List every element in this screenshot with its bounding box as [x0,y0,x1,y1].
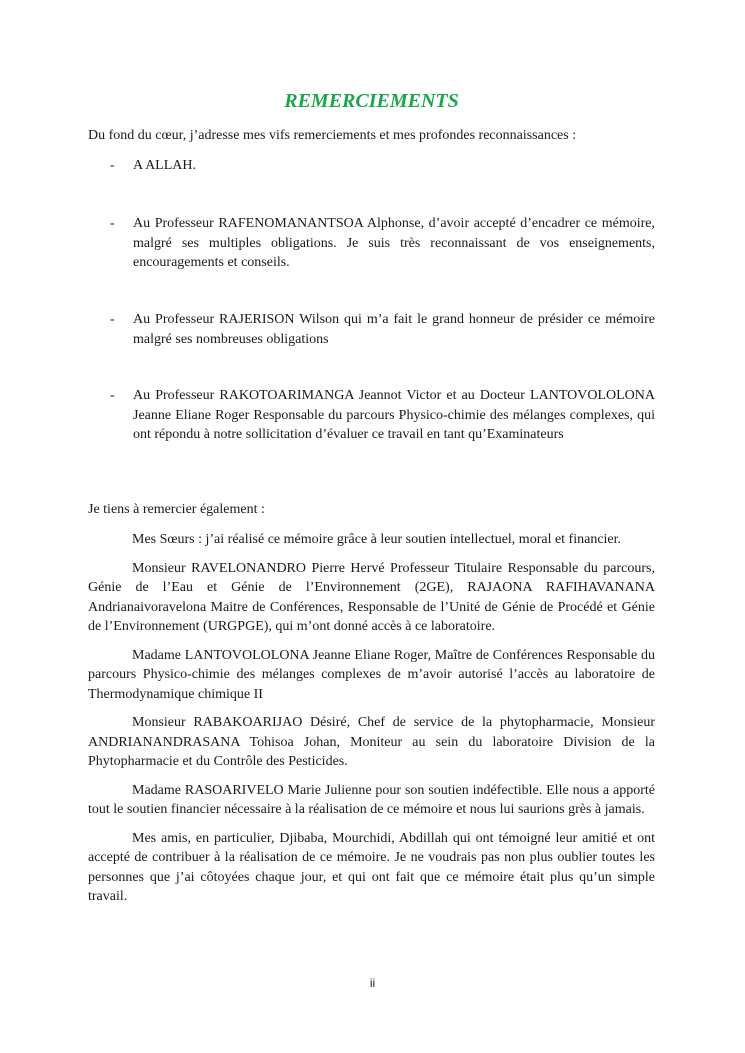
acknowledgement-paragraphs [88,530,655,916]
list-marker: - [110,388,115,403]
list-marker: - [110,158,115,173]
page-number: ii [369,976,376,990]
list-marker: - [110,216,115,231]
paragraph: Madame RASOARIVELO Marie Julienne pour son soutien indéfectible. Elle nous a apporté tout le soutien financier nécessaire à la réalisation de ce mémoire et nous lui saurions grès à jamais. [88,782,655,817]
page-title: REMERCIEMENTS [284,90,459,112]
paragraph: Madame LANTOVOLOLONA Jeanne Eliane Roger, Maître de Conférences Responsable du parcours Physico-chimie des mélanges complexes de m’avoir autorisé l’accès au laboratoire de Thermodynamique chimique II [88,647,655,702]
list-item-text: A ALLAH. [133,158,196,173]
paragraph: Mes amis, en particulier, Djibaba, Mourchidi, Abdillah qui ont témoigné leur amitié et ont accepté de contribuer à la réalisation de ce mémoire. Je ne voudrais pas non plus oublier toutes les personnes que j’ai côtoyées chaque jour, et qui ont fait que ce mémoire était plus qu’un simple travail. [88,830,655,904]
list-item-text: Au Professeur RAFENOMANANTSOA Alphonse, d’avoir accepté d’encadrer ce mémoire, malgré ses multiples obligations. Je suis très reconnaissant de vos enseignements, encouragements et conseils. [133,216,655,270]
list-item [88,214,655,273]
paragraph: Monsieur RAVELONANDRO Pierre Hervé Professeur Titulaire Responsable du parcours, Génie de l’Eau et Génie de l’Environnement (2GE), RAJAONA RAFIHAVANANA Andrianaivoravelona Maitre de Conférences, Responsable de l’Unité de Génie de Procédé et Génie de l’Environnement (URGPGE), qui m’ont donné accès à ce laboratoire. [88,560,655,634]
list-item-text: Au Professeur RAJERISON Wilson qui m’a fait le grand honneur de présider ce mémoire malgré ses nombreuses obligations [133,312,655,347]
intro-text: Du fond du cœur, j’adresse mes vifs remerciements et mes profondes reconnaissances : [88,128,577,143]
lead-text: Je tiens à remercier également : [88,502,265,517]
paragraph: Mes Sœurs : j’ai réalisé ce mémoire grâce à leur soutien intellectuel, moral et financier. [132,532,622,547]
list-marker: - [110,312,115,327]
list-item [88,310,655,349]
list-item [88,386,655,445]
paragraph: Monsieur RABAKOARIJAO Désiré, Chef de service de la phytopharmacie, Monsieur ANDRIANANDRASANA Tohisoa Johan, Moniteur au sein du laboratoire Division de la Phytopharmacie et du Contrôle des Pesticides. [88,715,655,769]
list-item-text: Au Professeur RAKOTOARIMANGA Jeannot Victor et au Docteur LANTOVOLOLONA Jeanne Eliane Roger Responsable du parcours Physico-chimie des mélanges complexes, qui ont répondu à notre sollicitation d’évaluer ce travail en tant qu’Examinateurs [133,388,655,442]
list-item [88,156,655,176]
